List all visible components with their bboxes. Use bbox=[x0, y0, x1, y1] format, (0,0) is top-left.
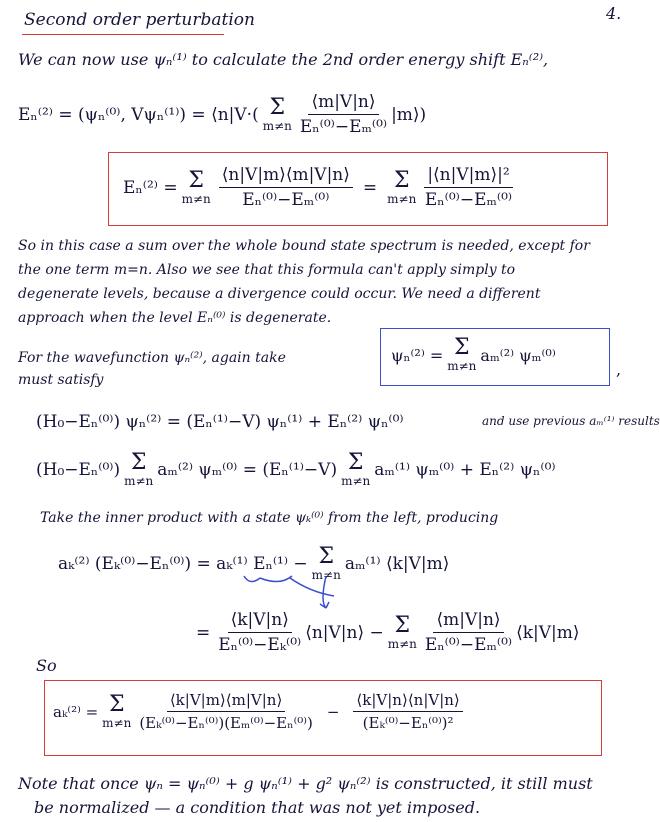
wavefunction-expansion-box bbox=[380, 328, 610, 386]
boxed2-fraction-1 bbox=[139, 691, 313, 732]
inner-product-line: Take the inner product with a state ψₖ⁽⁰⁾ from the left, producing bbox=[40, 510, 499, 526]
sigma-icon: Σ bbox=[454, 335, 470, 360]
eq1-sum-sub: m≠n bbox=[262, 118, 292, 133]
so-label: So bbox=[36, 656, 57, 675]
eq1-sum bbox=[262, 94, 292, 133]
boxed1-equals: = bbox=[362, 177, 378, 198]
wave-box-sum-sub: m≠n bbox=[447, 359, 477, 373]
sigma-icon: Σ bbox=[188, 167, 204, 193]
eq3-sum-1 bbox=[124, 452, 153, 488]
wave-box-rhs: aₘ⁽²⁾ ψₘ⁽⁰⁾ bbox=[480, 345, 556, 365]
eq3-part2: aₘ⁽²⁾ ψₘ⁽⁰⁾ = (Eₙ⁽¹⁾−V) bbox=[157, 460, 338, 480]
boxed2-den2: (Eₖ⁽⁰⁾−Eₙ⁽⁰⁾)² bbox=[362, 714, 454, 732]
boxed1-sum-sub-2: m≠n bbox=[387, 191, 417, 206]
eq5-den2: Eₙ⁽⁰⁾−Eₘ⁽⁰⁾ bbox=[424, 635, 513, 655]
eq5-tail: ⟨k|V|m⟩ bbox=[516, 622, 580, 643]
sigma-icon: Σ bbox=[318, 544, 335, 569]
eq2-note: and use previous aₘ⁽¹⁾ results bbox=[482, 414, 660, 428]
wave-line1: For the wavefunction ψₙ⁽²⁾, again take bbox=[18, 350, 286, 366]
eq5-equals: = bbox=[196, 622, 211, 643]
eq5-den1: Eₙ⁽⁰⁾−Eₖ⁽⁰⁾ bbox=[218, 635, 302, 655]
boxed1-sum-2 bbox=[387, 167, 417, 206]
sigma-icon: Σ bbox=[347, 450, 364, 475]
eq3-part1: (H₀−Eₙ⁽⁰⁾) bbox=[36, 460, 121, 480]
boxed1-fraction-2 bbox=[424, 165, 512, 210]
eq3-sum-sub-1: m≠n bbox=[124, 474, 154, 488]
eq5-num1: ⟨k|V|n⟩ bbox=[228, 610, 292, 633]
eq5-fraction-1 bbox=[218, 610, 301, 655]
sigma-icon: Σ bbox=[269, 94, 286, 120]
para1-line4: approach when the level Eₙ⁽⁰⁾ is degenerate. bbox=[18, 310, 332, 326]
brace-left bbox=[244, 576, 260, 582]
eq5-num2: ⟨m|V|n⟩ bbox=[433, 610, 503, 633]
boxed-energy-formula bbox=[108, 152, 608, 226]
eq5-fraction-2 bbox=[425, 610, 512, 655]
eq5-sum bbox=[387, 612, 417, 651]
sigma-icon: Σ bbox=[393, 167, 410, 193]
eq4-lhs: aₖ⁽²⁾ (Eₖ⁽⁰⁾−Eₙ⁽⁰⁾) = aₖ⁽¹⁾ Eₙ⁽¹⁾ − bbox=[58, 554, 308, 574]
eq3-sum-2 bbox=[341, 452, 370, 488]
boxed1-lhs: Eₙ⁽²⁾ = bbox=[123, 177, 178, 198]
eq1-num: ⟨m|V|n⟩ bbox=[308, 92, 378, 115]
equation-coefficient-substituted bbox=[196, 610, 580, 655]
boxed1-num2: |⟨n|V|m⟩|² bbox=[424, 165, 512, 188]
wave-comma: , bbox=[616, 360, 622, 379]
para1-line1: So in this case a sum over the whole bound state spectrum is needed, except for bbox=[18, 238, 590, 254]
boxed2-minus: − bbox=[326, 702, 340, 721]
eq1-den: Eₙ⁽⁰⁾−Eₘ⁽⁰⁾ bbox=[299, 117, 388, 137]
eq3-sum-sub-2: m≠n bbox=[341, 474, 371, 488]
eq3-part3: aₘ⁽¹⁾ ψₘ⁽⁰⁾ + Eₙ⁽²⁾ ψₙ⁽⁰⁾ bbox=[374, 460, 556, 480]
intro-line: We can now use ψₙ⁽¹⁾ to calculate the 2nd order energy shift Eₙ⁽²⁾, bbox=[18, 50, 549, 69]
boxed2-sum-sub: m≠n bbox=[102, 715, 132, 730]
boxed1-den1: Eₙ⁽⁰⁾−Eₘ⁽⁰⁾ bbox=[242, 190, 330, 210]
eq5-mid: ⟨n|V|n⟩ − bbox=[305, 622, 384, 643]
heading-underline bbox=[22, 34, 224, 35]
boxed1-sum-sub: m≠n bbox=[181, 191, 211, 206]
boxed1-num1: ⟨n|V|m⟩⟨m|V|n⟩ bbox=[219, 165, 353, 188]
eq4-rhs: aₘ⁽¹⁾ ⟨k|V|m⟩ bbox=[344, 554, 450, 574]
boxed1-den2: Eₙ⁽⁰⁾−Eₘ⁽⁰⁾ bbox=[424, 190, 513, 210]
wave-line2: must satisfy bbox=[18, 372, 104, 388]
section-heading: Second order perturbation bbox=[24, 10, 255, 30]
boxed-coefficient-formula bbox=[44, 680, 602, 756]
equation-wavefunction-second-order: (H₀−Eₙ⁽⁰⁾) ψₙ⁽²⁾ = (Eₙ⁽¹⁾−V) ψₙ⁽¹⁾ + Eₙ⁽²⁾ ψₙ⁽⁰⁾ bbox=[36, 412, 404, 432]
boxed2-fraction-2 bbox=[353, 691, 462, 732]
arrow-cross bbox=[290, 578, 334, 596]
boxed2-den1: (Eₖ⁽⁰⁾−Eₙ⁽⁰⁾)(Eₘ⁽⁰⁾−Eₙ⁽⁰⁾) bbox=[139, 714, 313, 732]
brace-right bbox=[260, 576, 292, 582]
boxed2-num1: ⟨k|V|m⟩⟨m|V|n⟩ bbox=[167, 691, 286, 712]
boxed2-lhs: aₖ⁽²⁾ = bbox=[53, 702, 99, 721]
eq1-fraction bbox=[300, 92, 387, 137]
eq1-tail: |m⟩) bbox=[391, 104, 427, 125]
note-line2: be normalized — a condition that was not yet imposed. bbox=[34, 798, 481, 817]
para1-line3: degenerate levels, because a divergence could occur. We need a different bbox=[18, 286, 541, 302]
boxed1-fraction-1 bbox=[219, 165, 353, 210]
para1-line2: the one term m=n. Also we see that this formula can't apply simply to bbox=[18, 262, 516, 278]
arrow-down bbox=[323, 576, 326, 608]
wave-box-sum bbox=[447, 337, 476, 373]
equation-expanded bbox=[36, 452, 556, 488]
note-line1: Note that once ψₙ = ψₙ⁽⁰⁾ + g ψₙ⁽¹⁾ + g² ψₙ⁽²⁾ is constructed, it still must bbox=[18, 774, 593, 793]
equation-second-order-energy bbox=[18, 92, 426, 137]
boxed1-sum bbox=[181, 167, 211, 206]
sigma-icon: Σ bbox=[130, 450, 147, 475]
boxed2-num2: ⟨k|V|n⟩⟨n|V|n⟩ bbox=[353, 691, 462, 712]
sigma-icon: Σ bbox=[108, 691, 125, 717]
eq4-sum-sub: m≠n bbox=[311, 568, 341, 582]
wave-box-lhs: ψₙ⁽²⁾ = bbox=[391, 345, 444, 365]
eq5-sum-sub: m≠n bbox=[387, 636, 417, 651]
eq1-lhs: Eₙ⁽²⁾ = (ψₙ⁽⁰⁾, Vψₙ⁽¹⁾) = ⟨n|V·( bbox=[18, 104, 259, 125]
page-number: 4. bbox=[606, 4, 622, 23]
boxed2-sum bbox=[102, 691, 132, 730]
sigma-icon: Σ bbox=[394, 612, 411, 638]
